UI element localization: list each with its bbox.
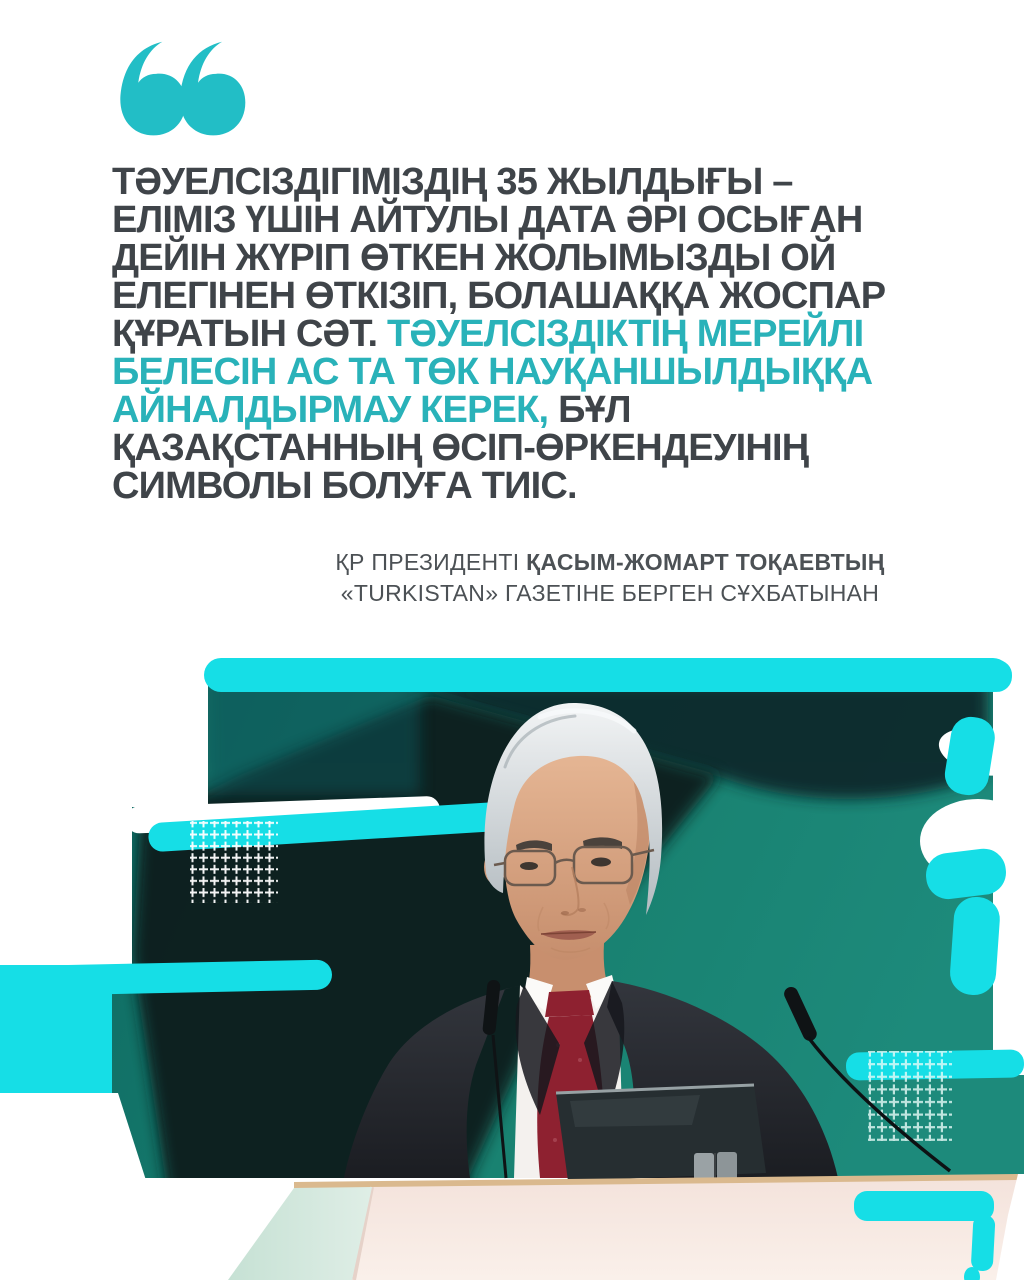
photo-collage [0, 655, 1024, 1280]
podium [228, 1174, 1024, 1280]
quote-segment-dark-2: БҰЛ ҚАЗАҚСТАННЫҢ ӨСІП-ӨРКЕНДЕУІНІҢ СИМВОЛЫ БОЛУҒА ТИІС. [112, 389, 809, 507]
quote-text [112, 163, 918, 505]
plus-pattern-right [868, 1051, 952, 1141]
quote-segment-teal: ТӘУЕЛСІЗДІКТІҢ МЕРЕЙЛІ БЕЛЕСІН АС ТА ТӨК НАУҚАНШЫЛДЫҚҚА АЙНАЛДЫРМАУ КЕРЕК, [112, 313, 873, 431]
attribution-name: ҚАСЫМ-ЖОМАРТ ТОҚАЕВТЫҢ [526, 549, 885, 575]
plus-pattern-left [190, 821, 278, 903]
attribution-line-2: «TURKISTAN» ГАЗЕТІНЕ БЕРГЕН СҰХБАТЫНАН [340, 580, 880, 606]
quote-mark-icon [116, 30, 248, 148]
attribution-role: ҚР ПРЕЗИДЕНТІ [335, 549, 527, 575]
attribution-line-1 [210, 547, 1010, 578]
photo-collage-illustration [0, 655, 1024, 1280]
quote-segment-dark-1: ТӘУЕЛСІЗДІГІМІЗДІҢ 35 ЖЫЛДЫҒЫ – ЕЛІМІЗ ҮШІН АЙТУЛЫ ДАТА ӘРІ ОСЫҒАН ДЕЙІН ЖҮРІП ӨТКЕН ЖОЛЫМЫЗДЫ ОЙ ЕЛЕГІНЕН ӨТКІЗІП, БОЛАШАҚҚА ЖОСПАР ҚҰРАТЫН СӘТ. [112, 161, 886, 355]
attribution [210, 547, 1010, 609]
